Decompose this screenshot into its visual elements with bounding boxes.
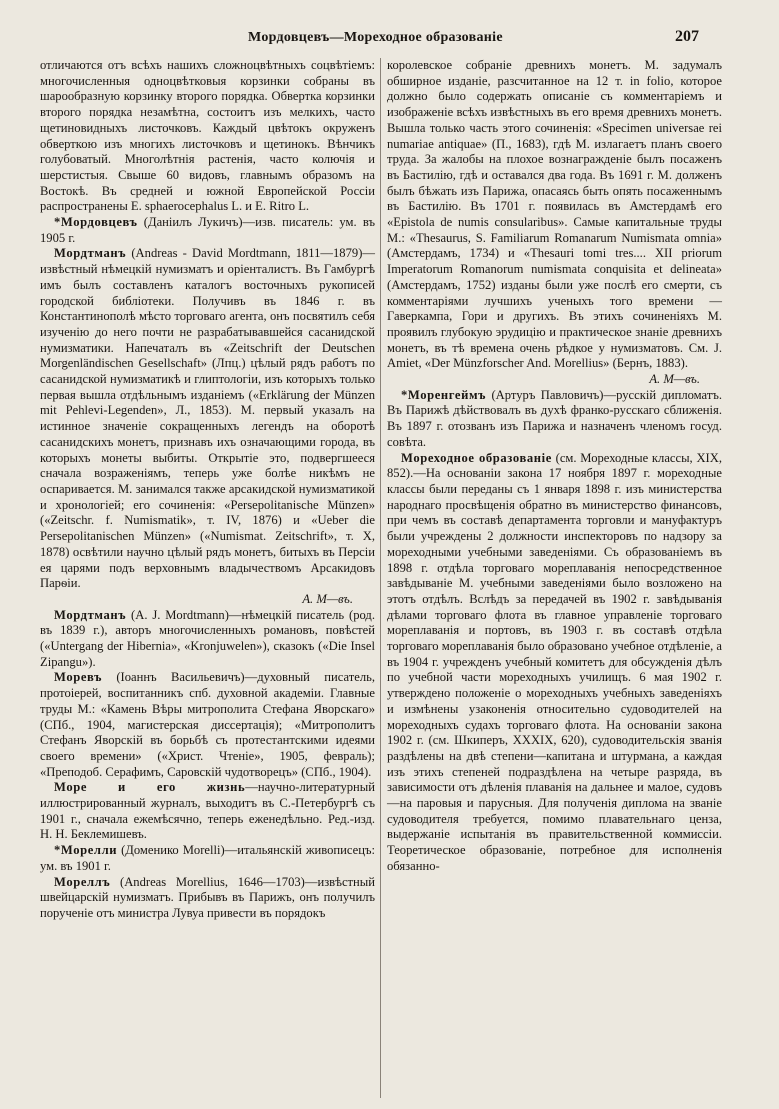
column-divider — [380, 58, 381, 1098]
encyclopedia-entry — [387, 451, 722, 875]
author-signature: А. М—въ. — [302, 591, 353, 606]
entry-headword: *Моренгеймъ — [401, 387, 487, 402]
entry-headword: Мордтманъ — [54, 607, 127, 622]
continued-paragraph — [40, 58, 375, 215]
entry-text: (A. J. Mordtmann)—нѣмецкій писатель (род. въ 1839 г.), авторъ многочисленныхъ романовъ, повѣстей («Untergang der Hibernia», «Kronjuwelen»), сказокъ («Die Insel Zipangu»). — [40, 607, 375, 669]
entry-text: —научно-литературный иллюстрированный журналъ, выходитъ въ С.-Петербургѣ съ 1901 г., сначала ежемѣсячно, теперь еженедѣльно. Ред.-изд. Н. Н. Беклемишевъ. — [40, 780, 375, 842]
continued-paragraph — [387, 58, 722, 388]
entry-headword: *Морелли — [54, 843, 118, 858]
entry-text: (Andreas Morellius, 1646—1703)—извѣстный швейцарскій нумизматъ. Прибывъ въ Парижъ, онъ получилъ порученіе отъ министра Лувуа привести въ порядокъ — [40, 874, 375, 920]
entry-headword: Мордтманъ — [54, 246, 127, 261]
entry-text: (Даніилъ Лукичъ)—изв. писатель: ум. въ 1905 г. — [40, 215, 375, 245]
encyclopedia-entry — [40, 780, 375, 843]
entry-headword: *Мордовцевъ — [54, 215, 138, 230]
entry-text: (Іоаннъ Васильевичъ)—духовный писатель, протоіерей, воспитанникъ спб. духовной академіи. Главные труды М.: «Камень Вѣры митрополита Стефана Яворскаго» (СПб., 1904, магистерская диссертація); «Митрополитъ Стефанъ Яворскій въ борьбѣ съ протестантскими идеями своего времени» («Христ. Чтеніе», 1905, февраль); «Преподоб. Серафимъ, Саровскій чудотворецъ» (СПб., 1904). — [40, 670, 375, 779]
encyclopedia-entry — [40, 843, 375, 874]
encyclopedia-entry — [40, 608, 375, 671]
page-number: 207 — [675, 28, 699, 45]
encyclopedia-entry — [40, 670, 375, 780]
left-column — [40, 58, 375, 922]
entry-headword: Мореллъ — [54, 874, 111, 889]
running-head-title: Мордовцевъ—Мореходное образованіе — [248, 30, 503, 45]
encyclopedia-entry — [387, 388, 722, 451]
entry-headword: Море и его жизнь — [54, 780, 246, 795]
entry-text: (Доменико Morelli)—итальянскій живописецъ: ум. въ 1901 г. — [40, 843, 375, 873]
entry-text: отличаются отъ всѣхъ нашихъ сложноцвѣтныхъ соцвѣтіемъ: многочисленныя одноцвѣтковыя корзинки собраны въ шарообразную корзинку второго порядка. Обвертка корзинки второго порядка незамѣтна, состоитъ изъ мелкихъ, часто щетиновидныхъ листочковъ. Каждый цвѣтокъ окруженъ обверткою изъ многихъ листочковъ и щетинокъ. Вѣнчикъ голубоватый. Многолѣтнія растенія, часто колючія и шерстистыя. Свыше 60 видовъ, главнымъ образомъ на Востокѣ. Въ средней и южной Европейской Россіи распространены E. sphaerocephalus L. и E. Ritro L. — [40, 58, 375, 214]
encyclopedia-entry — [40, 875, 375, 922]
right-column — [387, 58, 722, 875]
encyclopedia-entry — [40, 215, 375, 246]
entry-headword: Мореходное образованіе — [401, 450, 552, 465]
encyclopedia-entry — [40, 246, 375, 607]
running-head — [0, 30, 779, 50]
entry-headword: Моревъ — [54, 670, 103, 685]
entry-text: (см. Мореходные классы, XIX, 852).—На основаніи закона 17 ноября 1897 г. мореходные классы были переданы съ 1 января 1898 г. изъ министерства народнаго просвѣщенія обратно въ министерство финансовъ, при чемъ въ составѣ департамента торговли и мануфактуръ были учреждены 2 должности инспекторовъ по надзору за мореходными учебными заведеніями. Съ образованіемъ въ 1898 г. отдѣла торговаго мореплаванія непосредственное завѣдываніе М. учебными заведеніями было возложено на этотъ отдѣлъ. Вслѣдъ за передачей въ 1902 г. завѣдыванія дѣлами торговаго флота въ главное управленіе торговаго мореплаванія и портовъ, въ 1903 г. въ составѣ отдѣла торговаго мореплаванія было образовано учебное отдѣленіе, а въ 1904 г. учрежденъ учебный комитетъ для обсужденія дѣлъ по учебной части мореходныхъ училищъ. 6 мая 1902 г. утверждено положеніе о мореходныхъ учебныхъ заведеніяхъ и измѣнены узаконенія относительно судоводителей на мореходныхъ судахъ торговаго флота. На основаніи закона 1902 г. (см. Шкиперъ, XXXIX, 620), судоводительскія званія раздѣлены на двѣ степени—капитана и штурмана, а каждая изъ этихъ степеней подраздѣлена на четыре разряда, въ зависимости отъ дѣленія плаванія на дальнее и малое, судовъ—на паровыя и парусныя. Для полученія диплома на званіе судоводителя требуется, помимо плавательнаго ценза, выдержаніе испытанія въ правительственной коммиссіи. Теоретическое образованіе, потребное для исполненія обязанно- — [387, 450, 722, 873]
entry-text: (Andreas - David Mordtmann, 1811—1879)—извѣстный нѣмецкій нумизматъ и оріенталистъ. Въ Гамбургѣ имъ былъ составленъ каталогъ восточныхъ рукописей городской библіотеки. Получивъ въ 1846 г. въ Константинополѣ мѣсто торговаго агента, онъ посвятилъ себя изученію до него почти не разрабатывавшейся сасанидской нумизматики. Напечаталъ въ «Zeitschrift der Deutschen Morgenländischen Gesellschaft» (Лпц.) цѣлый рядъ работъ по сасанидской нумизматикѣ и глиптологіи, изъ которыхъ только первая вышла отдѣльнымъ изданіемъ («Erklärung der Münzen mit Pehlevi-Legenden», Л., 1853). М. первый указалъ на истинное значеніе сокращенныхъ легендъ на оборотѣ сасанидскихъ монетъ, признавъ ихъ означающими города, въ которыхъ монеты выбиты. Открытіе это, подвергшееся сначала возраженіямъ, теперь уже болѣе никѣмъ не оспаривается. М. занимался также арсакидской нумизматикой и хронологіей; его сочиненія: «Persepolitanische Münzen» («Zeitschr. f. Numismatik», т. IV, 1876) и «Ueber die Persepolitanischen Münzen» («Numismat. Zeitschrift», т. X, 1878) освѣтили научно цѣлый рядъ монетъ, битыхъ въ Персіи ея царями подъ верховнымъ владычествомъ Арсакидовъ Парѳіи. — [40, 246, 375, 591]
entry-text: (Артуръ Павловичъ)—русскій дипломатъ. Въ Парижѣ дѣйствовалъ въ духѣ франко-русскаго сближенія. Въ 1897 г. отозванъ изъ Парижа и назначенъ членомъ госуд. совѣта. — [387, 387, 722, 449]
author-signature: А. М—въ. — [649, 372, 700, 387]
entry-text: королевское собраніе древнихъ монетъ. М. задумалъ обширное изданіе, разсчитанное на 12 т. in folio, которое должно было содержать описаніе съ комментаріемъ и изображеніе всѣхъ извѣстныхъ въ его время древнихъ монетъ. Вышла только часть этого сочиненія: «Specimen universae rei numariae antiquae» (П., 1683), гдѣ М. излагаетъ планъ своего труда. За жалобы на плохое вознагражденіе былъ посаженъ въ Бастилію, гдѣ и оставался два года. Въ 1691 г. М. долженъ былъ бѣжать изъ Парижа, опасаясь быть опять посаженнымъ въ Бастилію. Въ 1701 г. появилась въ Амстердамѣ его «Epistola de numis consularibus». Самые капитальные труды М.: «Thesaurus, S. Familiarum Romanarum Numismata omnia» (Амстердамъ, 1734) и «Thesauri tomi tres.... XII priorum Imperatorum Romanorum numismata conquisita et delineata» (Амстердамъ, 1752) изданы были уже послѣ его смерти, съ комментаріями лучшихъ ученыхъ того времени — Гаверкампа, Гори и другихъ. Въ этихъ сочиненіяхъ М. проявилъ глубокую эрудицію и практическое знаніе древнихъ монетъ, въ тѣ времена очень рѣдкое у нумизматовъ. См. J. Amiet, «Der Münzforscher And. Morellius» (Бернъ, 1883). — [387, 58, 722, 371]
